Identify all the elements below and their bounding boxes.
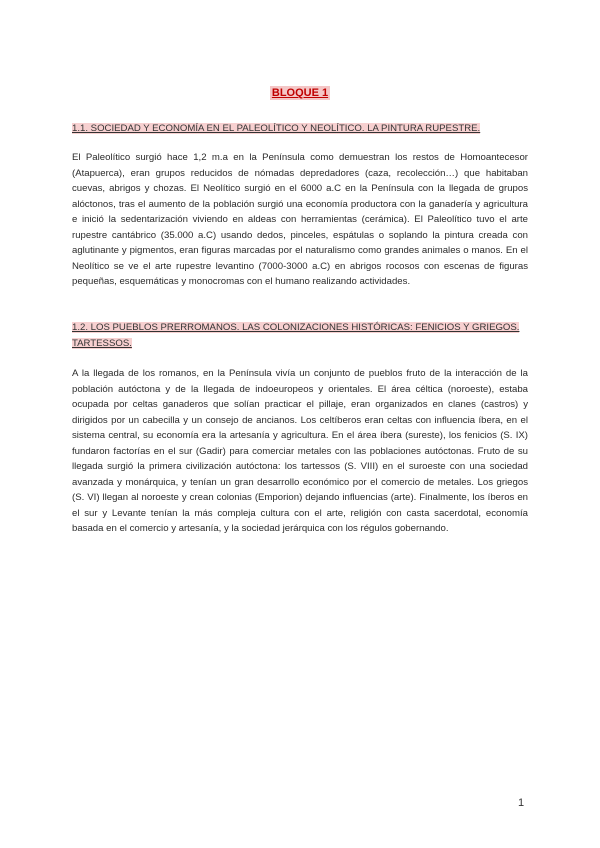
document-title: BLOQUE 1 [271, 87, 329, 99]
section-heading-2-text: 1.2. LOS PUEBLOS PRERROMANOS. LAS COLONIZACIONES HISTÓRICAS: FENICIOS Y GRIEGOS. TARTESSOS. [72, 322, 520, 349]
section-body-2: A la llegada de los romanos, en la Península vivía un conjunto de pueblos fruto de la interacción de la población autóctona y de la llegada de indoeuropeos y orientales. El área céltica (noroeste), estaba ocupada por celtas ganaderos que solían practicar el pillaje, eran organizados en clanes (castros) y dirigidos por un cabecilla y un consejo de ancianos. Los celtíberos eran celtas con influencia íbera, en el sistema central, su economía era la artesanía y agricultura. En el área íbera (sureste), los fenicios (S. IX) fundaron factorías en el sur (Gadir) para comerciar metales con las poblaciones autóctonas. Fruto de su llegada surgió la primera civilización autóctona: los tartessos (S. VIII) en el suroeste con una sociedad avanzada y monárquica, y tenían un gran desarrollo económico por el comercio de metales. Los griegos (S. VI) llegan al noroeste y crean colonias (Emporion) dejando influencias (arte). Finalmente, los íberos en el sur y Levante tenían la más compleja cultura con el arte, religión con casta sacerdotal, economía basada en el comercio y artesanía, y la sociedad jerárquica con los régulos gobernando. [72, 368, 528, 534]
section-heading-1 [72, 121, 528, 137]
document-title-block [0, 87, 600, 99]
section-heading-2 [72, 320, 528, 352]
section-body-1: El Paleolítico surgió hace 1,2 m.a en la Península como demuestran los restos de Homoantecesor (Atapuerca), eran grupos reducidos de nómadas depredadores (caza, recolección…) que habitaban cuevas, abrigos y chozas. El Neolítico surgió en el 6000 a.C en la Península con la llegada de grupos alóctonos, tras el aumento de la población surgió una economía productora con la ganadería y agricultura e inició la sedentarización viviendo en aldeas con herramientas (cerámica). El Paleolítico tuvo el arte rupestre cantábrico (35.000 a.C) usando dedos, pinceles, espátulas o soplando la pintura creada con aglutinante y pigmentos, eran figuras marcadas por el naturalismo como grandes animales o manos. En el Neolítico se ve el arte rupestre levantino (7000-3000 a.C) en abrigos rocosos con escenas de figuras pequeñas, esquemáticas y monocromas con el humano realizando actividades. [72, 152, 528, 287]
page-number: 1 [518, 797, 525, 809]
section-heading-1-text: 1.1. SOCIEDAD Y ECONOMÍA EN EL PALEOLÍTICO Y NEOLÍTICO. LA PINTURA RUPESTRE. [72, 123, 481, 134]
